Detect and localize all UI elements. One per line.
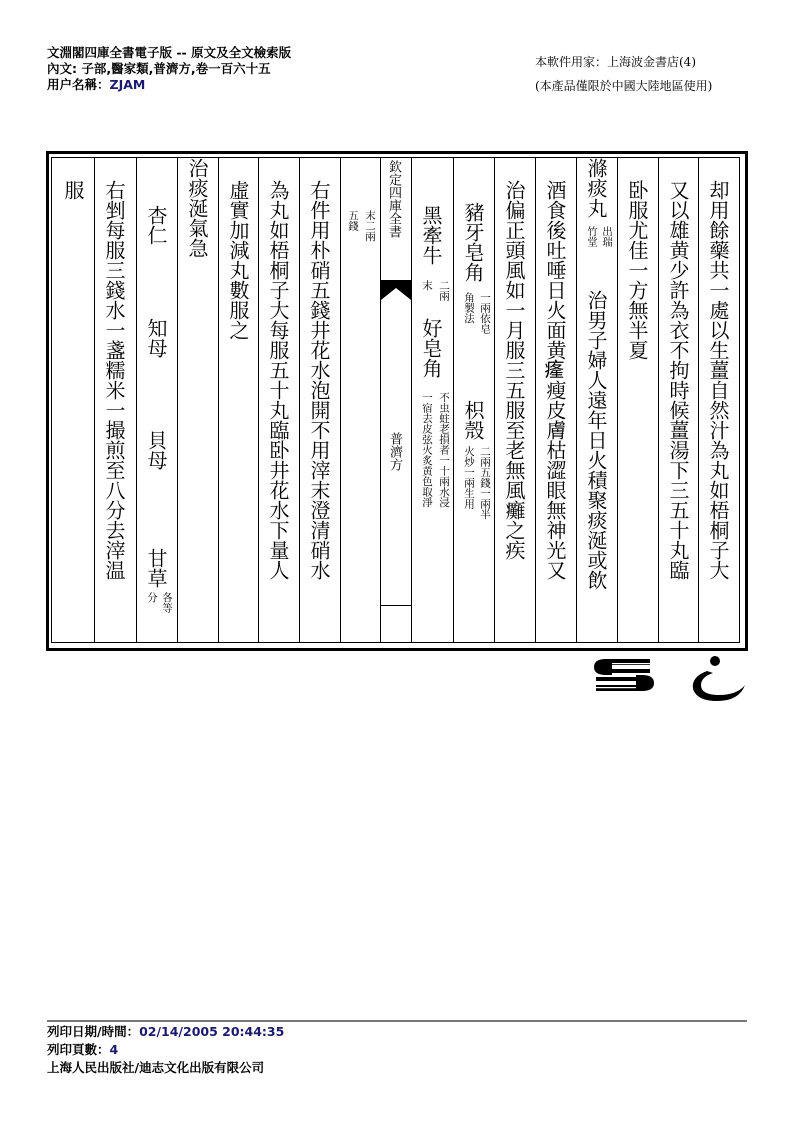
column-divider <box>94 157 95 643</box>
text-column-7-top: 豬牙皂角 <box>461 202 485 282</box>
text-column-8-top: 黑牽牛 <box>419 205 443 265</box>
work-title: 普濟方 <box>387 432 402 471</box>
column-divider <box>617 157 618 643</box>
annotation: 一宿去皮弦火炙黄色取淨 <box>421 392 433 508</box>
fishtail-mark-icon <box>381 280 411 300</box>
text-column-1: 却用餘藥共一處以生薑自然汁為丸如梧桐子大 <box>706 180 730 580</box>
ingredient-3: 貝母 <box>144 430 168 470</box>
column-divider <box>576 157 577 643</box>
publisher: 上海人民出版社/迪志文化出版有限公司 <box>47 1060 265 1075</box>
text-column-10: 右件用朴硝五錢井花水泡開不用滓末澄清硝水 <box>307 180 331 580</box>
licensee: 本軟件用家：上海波金書店(4) <box>535 55 696 69</box>
annotation: 各等 <box>161 592 173 613</box>
column-divider <box>535 157 536 643</box>
document-footer <box>47 1023 284 1077</box>
annotation: 末 <box>421 280 433 291</box>
print-page-count: 列印頁數：4 <box>47 1042 119 1057</box>
text-column-12: 虛實加減丸數服之 <box>226 180 250 340</box>
annotation: 角製法 <box>463 292 475 324</box>
column-divider <box>494 157 495 643</box>
text-column-13: 治痰涎氣急 <box>185 158 209 258</box>
annotation: 分 <box>146 592 158 603</box>
column-divider <box>380 157 381 643</box>
text-column-7-mid: 枳殼 <box>461 400 485 440</box>
column-divider <box>258 157 259 643</box>
annotation: 竹堂 <box>586 226 598 247</box>
column-divider <box>658 157 659 643</box>
text-column-3: 卧服尤佳一方無半夏 <box>625 180 649 360</box>
text-column-4-top: 滌痰丸 <box>584 158 608 218</box>
region-note: (本產品僅限於中國大陸地區使用) <box>535 79 713 93</box>
user-name: 用户名稱：ZJAM <box>47 77 146 92</box>
annotation: 不虫蛀老損者一十兩水浸 <box>438 392 450 508</box>
column-divider <box>299 157 300 643</box>
text-column-11: 為丸如梧桐子大每服五十丸臨卧井花水下量人 <box>266 180 290 580</box>
ingredient-4: 甘草 <box>144 548 168 588</box>
annotation: 一兩依皂 <box>479 292 491 334</box>
product-title: 文淵閣四庫全書電子版 -- 原文及全文檢索版 <box>47 45 292 60</box>
column-divider <box>177 157 178 643</box>
book-title: 欽定四庫全書 <box>386 160 401 238</box>
column-divider <box>218 157 219 643</box>
publisher-logo-swirl-icon <box>685 655 749 705</box>
annotation: 五錢 <box>347 210 359 231</box>
text-column-2: 又以雄黄少許為衣不拘時候薑湯下三五十丸臨 <box>666 180 690 580</box>
annotation: 二兩五錢一兩半 <box>479 446 491 520</box>
print-datetime: 列印日期/時間：02/14/2005 20:44:35 <box>47 1024 285 1039</box>
column-divider <box>411 157 412 643</box>
document-header <box>47 45 291 93</box>
annotation: 火炒一兩生用 <box>463 446 475 509</box>
annotation: 末二兩 <box>364 210 376 242</box>
ingredient-1: 杏仁 <box>144 205 168 245</box>
annotation: 出瑞 <box>601 226 613 247</box>
column-divider <box>698 157 699 643</box>
publisher-logo-s-icon <box>592 655 656 695</box>
text-column-5: 酒食後吐唾日火面黄𤸇瘦皮膚枯澀眼無神光又 <box>543 180 567 580</box>
content-path: 內文: 子部,醫家類,普濟方,卷一百六十五 <box>47 61 271 76</box>
column-divider <box>340 157 341 643</box>
text-column-16: 服 <box>61 180 85 200</box>
text-column-8-mid: 好皂角 <box>419 318 443 378</box>
ingredient-2: 知母 <box>144 318 168 358</box>
text-column-4-bottom: 治男子婦人遠年日火積聚痰涎或飲 <box>584 290 608 590</box>
footer-divider <box>47 1020 747 1022</box>
text-column-15: 右剉每服三錢水一盞糯米一撮煎至八分去滓温 <box>102 180 126 580</box>
column-divider <box>453 157 454 643</box>
column-divider <box>136 157 137 643</box>
annotation: 二兩 <box>438 280 450 301</box>
license-info <box>535 50 712 98</box>
center-rule-bottom <box>381 605 411 606</box>
text-column-6: 治偏正頭風如一月服三五服至老無風癱之疾 <box>502 180 526 560</box>
